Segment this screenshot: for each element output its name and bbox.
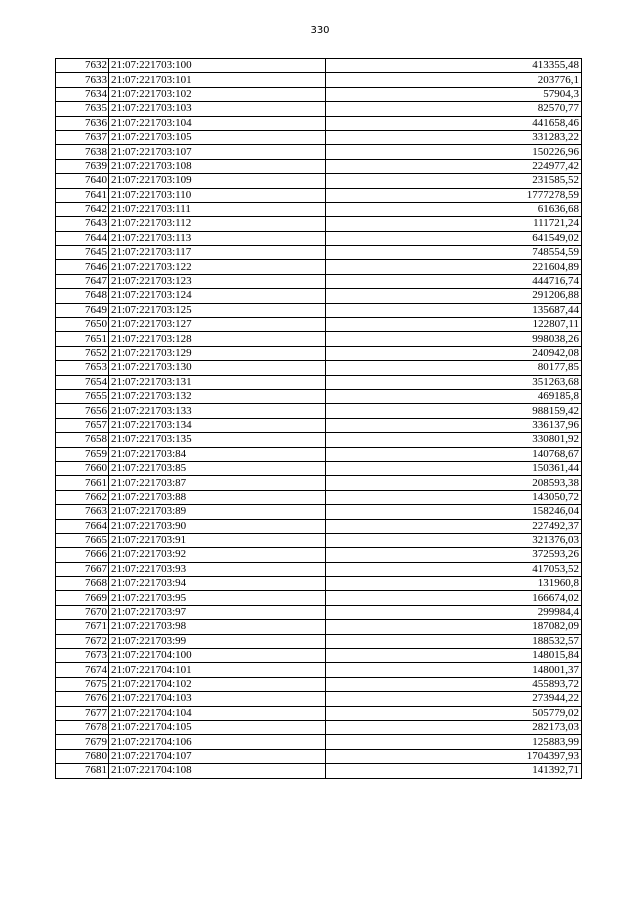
row-number-cell: 7656	[85, 404, 107, 417]
cadastral-value-cell: 282173,03	[532, 721, 579, 734]
cadastral-value-cell: 444716,74	[532, 275, 579, 288]
cadastral-number-cell: 21:07:221703:107	[109, 145, 326, 159]
table-row	[56, 389, 582, 403]
cadastral-value-cell: 1777278,59	[526, 188, 579, 201]
table-row	[56, 620, 582, 634]
cadastral-number-cell: 21:07:221703:133	[109, 404, 326, 418]
table-row	[56, 548, 582, 562]
cadastral-number-cell: 21:07:221703:90	[109, 519, 326, 533]
cadastral-value-cell: 988159,42	[532, 404, 579, 417]
cadastral-number-cell: 21:07:221703:130	[109, 361, 326, 375]
row-number-cell: 7635	[85, 102, 107, 115]
row-number-cell: 7632	[85, 59, 107, 72]
table-row	[56, 533, 582, 547]
cadastral-number-cell: 21:07:221703:129	[109, 346, 326, 360]
cadastral-number-cell: 21:07:221704:100	[109, 649, 326, 663]
cadastral-value-cell: 150361,44	[532, 462, 579, 475]
table-row	[56, 217, 582, 231]
row-number-cell: 7671	[85, 620, 107, 633]
cadastral-number-cell: 21:07:221704:105	[109, 720, 326, 734]
table-row	[56, 562, 582, 576]
cadastral-number-cell: 21:07:221703:92	[109, 548, 326, 562]
table-row	[56, 375, 582, 389]
row-number-cell: 7654	[85, 375, 107, 388]
cadastral-value-cell: 240942,08	[532, 347, 579, 359]
cadastral-number-cell: 21:07:221703:88	[109, 490, 326, 504]
table-row	[56, 461, 582, 475]
table-row	[56, 246, 582, 260]
cadastral-number-cell: 21:07:221703:91	[109, 533, 326, 547]
cadastral-number-cell: 21:07:221703:103	[109, 102, 326, 116]
row-number-cell: 7658	[85, 433, 107, 446]
table-row	[56, 102, 582, 116]
cadastral-value-cell: 158246,04	[532, 505, 579, 518]
cadastral-value-cell: 413355,48	[532, 59, 579, 72]
cadastral-number-cell: 21:07:221703:111	[109, 202, 326, 216]
cadastral-number-cell: 21:07:221703:128	[109, 332, 326, 346]
row-number-cell: 7638	[85, 145, 107, 158]
row-number-cell: 7643	[85, 217, 107, 230]
row-number-cell: 7677	[85, 706, 107, 719]
cadastral-number-cell: 21:07:221703:132	[109, 389, 326, 403]
cadastral-value-cell: 148015,84	[532, 649, 579, 662]
cadastral-number-cell: 21:07:221703:98	[109, 620, 326, 634]
cadastral-value-cell: 82570,77	[537, 102, 579, 115]
cadastral-value-cell: 505779,02	[532, 706, 579, 719]
cadastral-value-cell: 188532,57	[532, 634, 579, 647]
table-row	[56, 749, 582, 763]
cadastral-value-cell: 150226,96	[532, 145, 579, 158]
row-number-cell: 7659	[85, 447, 107, 460]
cadastral-number-cell: 21:07:221704:103	[109, 692, 326, 706]
cadastral-number-cell: 21:07:221704:107	[109, 749, 326, 763]
row-number-cell: 7661	[85, 476, 107, 489]
cadastral-number-cell: 21:07:221703:87	[109, 476, 326, 490]
cadastral-number-cell: 21:07:221703:108	[109, 159, 326, 173]
table-row	[56, 720, 582, 734]
cadastral-number-cell: 21:07:221703:135	[109, 433, 326, 447]
row-number-cell: 7649	[85, 303, 107, 316]
table-row	[56, 87, 582, 101]
cadastral-value-cell: 111721,24	[533, 217, 579, 230]
table-row	[56, 735, 582, 749]
row-number-cell: 7679	[85, 735, 107, 748]
cadastral-number-cell: 21:07:221703:122	[109, 260, 326, 274]
row-number-cell: 7664	[85, 519, 107, 532]
table-row	[56, 145, 582, 159]
row-number-cell: 7645	[85, 246, 107, 259]
table-row	[56, 692, 582, 706]
row-number-cell: 7647	[85, 275, 107, 288]
row-number-cell: 7681	[85, 764, 107, 777]
cadastral-number-cell: 21:07:221703:125	[109, 303, 326, 317]
row-number-cell: 7665	[85, 534, 107, 547]
row-number-cell: 7634	[85, 87, 107, 100]
table-row	[56, 677, 582, 691]
cadastral-value-cell: 291206,88	[532, 289, 579, 302]
table-row	[56, 188, 582, 202]
cadastral-number-cell: 21:07:221703:109	[109, 174, 326, 188]
cadastral-number-cell: 21:07:221704:102	[109, 677, 326, 691]
cadastral-number-cell: 21:07:221703:117	[109, 246, 326, 260]
table-row	[56, 433, 582, 447]
row-number-cell: 7666	[85, 548, 107, 561]
row-number-cell: 7662	[85, 490, 107, 503]
row-number-cell: 7680	[85, 749, 107, 762]
page-number: 330	[310, 25, 330, 36]
row-number-cell: 7655	[85, 390, 107, 403]
row-number-cell: 7668	[85, 577, 107, 590]
table-row	[56, 577, 582, 591]
row-number-cell: 7646	[85, 260, 107, 273]
row-number-cell: 7650	[85, 318, 107, 331]
cadastral-value-cell: 331283,22	[532, 131, 579, 144]
table-row	[56, 73, 582, 87]
table-row	[56, 260, 582, 274]
row-number-cell: 7669	[85, 591, 107, 604]
cadastral-value-cell: 372593,26	[532, 548, 579, 561]
cadastral-value-cell: 166674,02	[532, 591, 579, 604]
cadastral-value-cell: 231585,52	[532, 174, 579, 187]
row-number-cell: 7640	[85, 174, 107, 187]
row-number-cell: 7673	[85, 649, 107, 662]
table-row	[56, 634, 582, 648]
table-row	[56, 130, 582, 144]
table-row	[56, 505, 582, 519]
cadastral-number-cell: 21:07:221703:104	[109, 116, 326, 130]
table-row	[56, 649, 582, 663]
cadastral-value-cell: 80177,85	[537, 361, 579, 374]
cadastral-value-cell: 641549,02	[532, 231, 579, 244]
cadastral-number-cell: 21:07:221703:123	[109, 274, 326, 288]
table-row	[56, 202, 582, 216]
cadastral-number-cell: 21:07:221704:106	[109, 735, 326, 749]
table-row	[56, 519, 582, 533]
cadastral-number-cell: 21:07:221703:110	[109, 188, 326, 202]
table-row	[56, 318, 582, 332]
cadastral-value-cell: 748554,59	[532, 246, 579, 259]
table-row	[56, 346, 582, 360]
row-number-cell: 7641	[85, 188, 107, 201]
cadastral-value-cell: 455893,72	[532, 677, 579, 690]
cadastral-value-cell: 187082,09	[532, 620, 579, 633]
cadastral-number-cell: 21:07:221703:124	[109, 289, 326, 303]
row-number-cell: 7676	[85, 692, 107, 705]
table-row	[56, 159, 582, 173]
table-row	[56, 706, 582, 720]
cadastral-number-cell: 21:07:221704:101	[109, 663, 326, 677]
row-number-cell: 7678	[85, 721, 107, 734]
row-number-cell: 7653	[85, 361, 107, 374]
table-row	[56, 274, 582, 288]
cadastral-number-cell: 21:07:221703:99	[109, 634, 326, 648]
cadastral-value-cell: 203776,1	[537, 73, 579, 86]
cadastral-value-cell: 143050,72	[532, 490, 579, 503]
cadastral-number-cell: 21:07:221703:85	[109, 461, 326, 475]
cadastral-value-cell: 224977,42	[532, 159, 579, 172]
cadastral-number-cell: 21:07:221703:134	[109, 418, 326, 432]
cadastral-value-cell: 135687,44	[532, 303, 579, 316]
row-number-cell: 7657	[85, 418, 107, 431]
cadastral-number-cell: 21:07:221703:89	[109, 505, 326, 519]
cadastral-value-cell: 148001,37	[532, 663, 579, 676]
cadastral-value-cell: 140768,67	[532, 447, 579, 460]
table-row	[56, 605, 582, 619]
table-row	[56, 332, 582, 346]
cadastral-number-cell: 21:07:221703:131	[109, 375, 326, 389]
cadastral-number-cell: 21:07:221703:127	[109, 318, 326, 332]
cadastral-value-cell: 273944,22	[532, 692, 579, 705]
cadastral-number-cell: 21:07:221703:102	[109, 87, 326, 101]
row-number-cell: 7652	[85, 347, 107, 359]
cadastral-value-cell: 299984,4	[537, 606, 579, 619]
cadastral-number-cell: 21:07:221703:105	[109, 130, 326, 144]
row-number-cell: 7636	[85, 116, 107, 129]
row-number-cell: 7667	[85, 562, 107, 575]
cadastral-value-cell: 1704397,93	[526, 749, 579, 762]
row-number-cell: 7644	[85, 231, 107, 244]
table-row	[56, 404, 582, 418]
row-number-cell: 7674	[85, 663, 107, 676]
row-number-cell: 7637	[85, 131, 107, 144]
table-row	[56, 361, 582, 375]
table-row	[56, 174, 582, 188]
table-row	[56, 289, 582, 303]
table-row	[56, 663, 582, 677]
table-row	[56, 764, 582, 778]
table-body	[56, 59, 582, 779]
cadastral-value-cell: 330801,92	[532, 433, 579, 446]
cadastral-number-cell: 21:07:221703:112	[109, 217, 326, 231]
table-row	[56, 591, 582, 605]
row-number-cell: 7660	[85, 462, 107, 475]
cadastral-number-cell: 21:07:221703:101	[109, 73, 326, 87]
cadastral-number-cell: 21:07:221703:95	[109, 591, 326, 605]
cadastral-number-cell: 21:07:221704:104	[109, 706, 326, 720]
table-row	[56, 116, 582, 130]
row-number-cell: 7651	[85, 332, 107, 345]
cadastral-value-cell: 141392,71	[532, 764, 579, 777]
cadastral-number-cell: 21:07:221703:113	[109, 231, 326, 245]
cadastral-value-cell: 351263,68	[532, 375, 579, 388]
row-number-cell: 7672	[85, 634, 107, 647]
cadastral-value-cell: 61636,68	[537, 203, 579, 216]
table-row	[56, 59, 582, 73]
cadastral-value-cell: 417053,52	[532, 562, 579, 575]
row-number-cell: 7648	[85, 289, 107, 302]
row-number-cell: 7639	[85, 159, 107, 172]
row-number-cell: 7663	[85, 505, 107, 518]
cadastral-value-cell: 122807,11	[532, 318, 579, 331]
table-row	[56, 447, 582, 461]
cadastral-value-cell: 441658,46	[532, 116, 579, 129]
table-row	[56, 476, 582, 490]
table-row	[56, 303, 582, 317]
cadastral-number-cell: 21:07:221703:93	[109, 562, 326, 576]
cadastral-number-cell: 21:07:221703:94	[109, 577, 326, 591]
cadastral-number-cell: 21:07:221703:84	[109, 447, 326, 461]
row-number-cell: 7642	[85, 203, 107, 216]
cadastral-number-cell: 21:07:221703:100	[109, 59, 326, 73]
table-row	[56, 418, 582, 432]
cadastral-value-cell: 998038,26	[532, 332, 579, 345]
cadastral-value-cell: 125883,99	[532, 735, 579, 748]
row-number-cell: 7633	[85, 73, 107, 86]
row-number-cell: 7675	[85, 677, 107, 690]
cadastral-value-cell: 336137,96	[532, 418, 579, 431]
cadastral-value-cell: 321376,03	[532, 534, 579, 547]
cadastral-value-cell: 131960,8	[537, 577, 579, 590]
cadastral-number-cell: 21:07:221704:108	[109, 764, 326, 778]
cadastral-value-cell: 57904,3	[543, 87, 579, 100]
cadastral-value-cell: 227492,37	[532, 519, 579, 532]
cadastral-value-cell: 221604,89	[532, 260, 579, 273]
cadastral-value-cell: 469185,8	[537, 390, 579, 403]
row-number-cell: 7670	[85, 606, 107, 619]
table-row	[56, 231, 582, 245]
cadastral-value-cell: 208593,38	[532, 476, 579, 489]
cadastral-number-cell: 21:07:221703:97	[109, 605, 326, 619]
cadastral-value-table	[55, 58, 582, 779]
table-row	[56, 490, 582, 504]
